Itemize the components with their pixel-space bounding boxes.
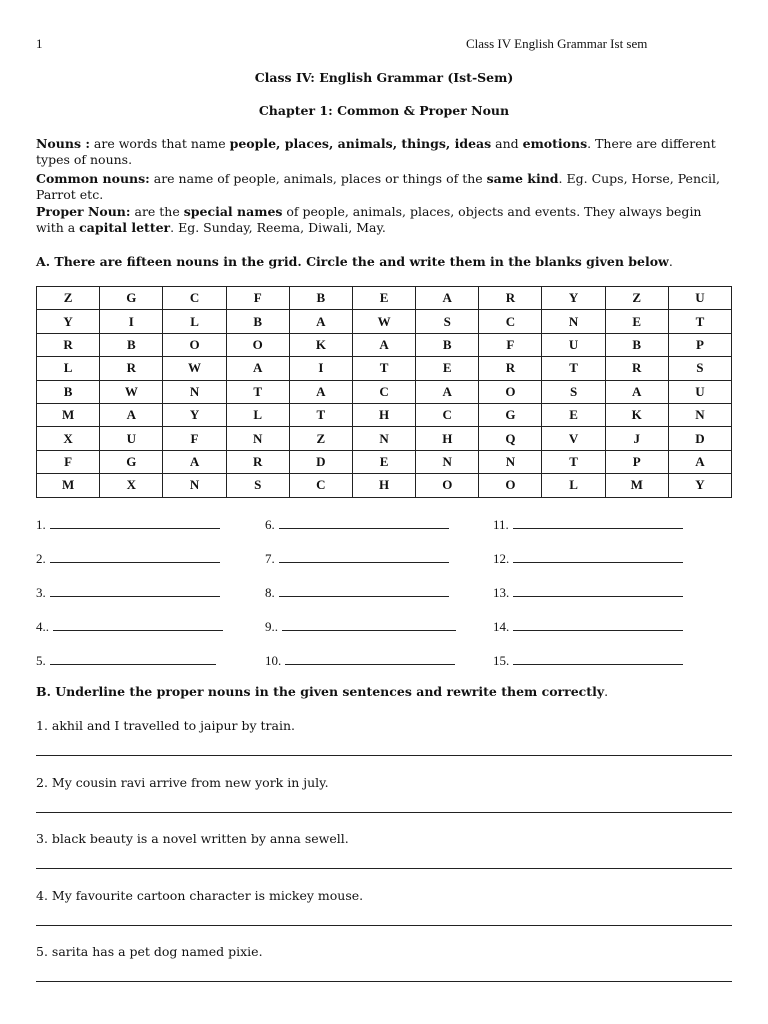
- section-b-period: .: [604, 684, 609, 699]
- document-title: Class IV: English Grammar (Ist-Sem): [254, 70, 514, 85]
- blank-line[interactable]: [282, 617, 456, 631]
- grid-cell: F: [479, 333, 542, 356]
- grid-cell: N: [416, 450, 479, 473]
- grid-cell: O: [479, 380, 542, 403]
- grid-cell: R: [605, 357, 668, 380]
- blank-line[interactable]: [513, 617, 683, 631]
- grid-cell: M: [37, 474, 100, 497]
- grid-cell: B: [605, 333, 668, 356]
- blank-number: 11.: [493, 517, 509, 532]
- answer-blank[interactable]: [36, 617, 223, 635]
- grid-cell: Y: [668, 474, 731, 497]
- grid-cell: G: [479, 403, 542, 426]
- answer-blank[interactable]: [36, 515, 220, 533]
- grid-cell: X: [37, 427, 100, 450]
- blank-number: 2.: [36, 551, 46, 566]
- grid-cell: A: [163, 450, 226, 473]
- blank-number: 12.: [493, 551, 510, 566]
- grid-cell: A: [289, 310, 352, 333]
- grid-cell: I: [100, 310, 163, 333]
- blank-line[interactable]: [53, 617, 223, 631]
- grid-row: [37, 427, 732, 450]
- grid-cell: G: [100, 450, 163, 473]
- grid-cell: E: [352, 450, 415, 473]
- grid-cell: W: [100, 380, 163, 403]
- blank-number: 4..: [36, 619, 49, 634]
- blank-number: 8.: [265, 585, 275, 600]
- grid-cell: H: [352, 403, 415, 426]
- grid-cell: A: [416, 380, 479, 403]
- grid-cell: Z: [605, 287, 668, 310]
- grid-row: [37, 310, 732, 333]
- grid-cell: R: [37, 333, 100, 356]
- grid-cell: A: [605, 380, 668, 403]
- grid-cell: L: [226, 403, 289, 426]
- grid-cell: B: [289, 287, 352, 310]
- grid-cell: P: [668, 333, 731, 356]
- blank-number: 14.: [493, 619, 510, 634]
- grid-cell: A: [668, 450, 731, 473]
- blank-number: 15.: [493, 653, 510, 668]
- grid-cell: L: [163, 310, 226, 333]
- grid-cell: I: [289, 357, 352, 380]
- sentence-item: 1. akhil and I travelled to jaipur by train.: [36, 718, 295, 733]
- grid-cell: H: [416, 427, 479, 450]
- sentence-item: 3. black beauty is a novel written by anna sewell.: [36, 831, 349, 846]
- grid-cell: E: [542, 403, 605, 426]
- grid-cell: T: [289, 403, 352, 426]
- grid-cell: W: [352, 310, 415, 333]
- grid-cell: C: [289, 474, 352, 497]
- grid-cell: E: [416, 357, 479, 380]
- grid-cell: B: [226, 310, 289, 333]
- blank-line[interactable]: [513, 583, 683, 597]
- answer-blank[interactable]: [265, 651, 455, 669]
- grid-cell: A: [100, 403, 163, 426]
- grid-cell: U: [100, 427, 163, 450]
- grid-row: [37, 403, 732, 426]
- nouns-text-2: and: [491, 136, 523, 151]
- grid-cell: A: [416, 287, 479, 310]
- answer-blank[interactable]: [265, 515, 449, 533]
- writing-line[interactable]: [36, 925, 732, 926]
- answer-blank[interactable]: [36, 583, 220, 601]
- nouns-text-3: . There are different types of nouns.: [36, 136, 716, 167]
- grid-cell: Y: [542, 287, 605, 310]
- common-label: Common nouns:: [36, 171, 150, 186]
- grid-row: [37, 287, 732, 310]
- answer-blank[interactable]: [36, 549, 220, 567]
- proper-text-3: . Eg. Sunday, Reema, Diwali, May.: [170, 220, 386, 235]
- grid-row: [37, 474, 732, 497]
- common-text-2: . Eg. Cups, Horse, Pencil, Parrot etc.: [36, 171, 720, 202]
- grid-cell: O: [163, 333, 226, 356]
- blank-line[interactable]: [279, 515, 449, 529]
- grid-cell: F: [163, 427, 226, 450]
- writing-line[interactable]: [36, 755, 732, 756]
- grid-cell: S: [668, 357, 731, 380]
- grid-cell: A: [352, 333, 415, 356]
- grid-cell: U: [668, 380, 731, 403]
- grid-cell: N: [668, 403, 731, 426]
- grid-cell: R: [479, 357, 542, 380]
- grid-cell: R: [100, 357, 163, 380]
- grid-cell: N: [163, 474, 226, 497]
- blank-number: 9..: [265, 619, 278, 634]
- blank-number: 6.: [265, 517, 275, 532]
- grid-cell: E: [605, 310, 668, 333]
- sentence-item: 5. sarita has a pet dog named pixie.: [36, 944, 263, 959]
- grid-row: [37, 357, 732, 380]
- answer-blank[interactable]: [265, 583, 449, 601]
- answer-blank[interactable]: [265, 617, 456, 635]
- section-b-text: B. Underline the proper nouns in the given sentences and rewrite them correctly: [36, 684, 605, 699]
- grid-cell: T: [668, 310, 731, 333]
- grid-cell: T: [542, 450, 605, 473]
- nouns-text-1: are words that name: [89, 136, 230, 151]
- blank-number: 10.: [265, 653, 282, 668]
- grid-cell: C: [352, 380, 415, 403]
- blank-number: 1.: [36, 517, 46, 532]
- sentence-item: 4. My favourite cartoon character is mickey mouse.: [36, 887, 364, 903]
- proper-noun-definition: [36, 204, 732, 236]
- blank-number: 7.: [265, 551, 275, 566]
- grid-cell: C: [416, 403, 479, 426]
- grid-cell: R: [226, 450, 289, 473]
- proper-text-1: are the: [130, 204, 184, 219]
- grid-cell: O: [479, 474, 542, 497]
- grid-cell: L: [37, 357, 100, 380]
- grid-cell: B: [416, 333, 479, 356]
- common-bold-1: same kind: [486, 171, 559, 186]
- blank-line[interactable]: [50, 651, 216, 665]
- grid-cell: X: [100, 474, 163, 497]
- grid-cell: Y: [37, 310, 100, 333]
- answer-blank[interactable]: [493, 549, 683, 567]
- chapter-title: Chapter 1: Common & Proper Noun: [258, 103, 510, 118]
- grid-cell: F: [37, 450, 100, 473]
- grid-cell: M: [37, 403, 100, 426]
- grid-row: [37, 380, 732, 403]
- answer-blank[interactable]: [493, 583, 683, 601]
- grid-cell: N: [352, 427, 415, 450]
- section-a-period: .: [668, 254, 673, 269]
- section-b-instruction: [36, 684, 732, 700]
- grid-cell: L: [542, 474, 605, 497]
- grid-cell: T: [226, 380, 289, 403]
- grid-cell: S: [542, 380, 605, 403]
- blank-line[interactable]: [50, 515, 220, 529]
- blank-line[interactable]: [285, 651, 455, 665]
- grid-cell: Y: [163, 403, 226, 426]
- writing-line[interactable]: [36, 981, 732, 982]
- grid-cell: D: [289, 450, 352, 473]
- grid-cell: O: [416, 474, 479, 497]
- nouns-label: Nouns :: [36, 136, 90, 151]
- grid-cell: B: [37, 380, 100, 403]
- common-text-1: are name of people, animals, places or things of the: [149, 171, 487, 186]
- grid-cell: V: [542, 427, 605, 450]
- grid-cell: S: [416, 310, 479, 333]
- page-number: 1: [36, 36, 43, 51]
- nouns-bold-1: people, places, animals, things, ideas: [229, 136, 492, 151]
- grid-cell: F: [226, 287, 289, 310]
- blank-number: 3.: [36, 585, 46, 600]
- blank-number: 13.: [493, 585, 510, 600]
- proper-label: Proper Noun:: [36, 204, 131, 219]
- answer-blank[interactable]: [493, 515, 683, 533]
- grid-cell: N: [479, 450, 542, 473]
- blank-line[interactable]: [50, 549, 220, 563]
- grid-cell: W: [163, 357, 226, 380]
- proper-bold-1: special names: [183, 204, 283, 219]
- blank-line[interactable]: [513, 549, 683, 563]
- grid-cell: K: [289, 333, 352, 356]
- grid-cell: Z: [37, 287, 100, 310]
- grid-cell: C: [163, 287, 226, 310]
- grid-cell: C: [479, 310, 542, 333]
- sentence-item: 2. My cousin ravi arrive from new york in july.: [36, 774, 329, 790]
- answer-blank[interactable]: [493, 617, 683, 635]
- grid-cell: G: [100, 287, 163, 310]
- grid-cell: A: [226, 357, 289, 380]
- grid-cell: U: [668, 287, 731, 310]
- blank-line[interactable]: [50, 583, 220, 597]
- running-title: Class IV English Grammar Ist sem: [466, 36, 648, 51]
- grid-cell: O: [226, 333, 289, 356]
- grid-cell: J: [605, 427, 668, 450]
- grid-cell: M: [605, 474, 668, 497]
- grid-cell: B: [100, 333, 163, 356]
- grid-cell: T: [542, 357, 605, 380]
- section-a-instruction: [36, 254, 732, 270]
- answer-blank[interactable]: [265, 549, 449, 567]
- blank-number: 5.: [36, 653, 46, 668]
- grid-cell: H: [352, 474, 415, 497]
- blank-line[interactable]: [279, 549, 449, 563]
- common-noun-definition: [36, 171, 732, 203]
- nouns-bold-2: emotions: [522, 136, 588, 151]
- grid-cell: S: [226, 474, 289, 497]
- writing-line[interactable]: [36, 868, 732, 869]
- grid-cell: N: [542, 310, 605, 333]
- grid-cell: D: [668, 427, 731, 450]
- blank-line[interactable]: [513, 651, 683, 665]
- proper-text-2: of people, animals, places, objects and events. They always begin with a: [36, 204, 702, 235]
- grid-cell: E: [352, 287, 415, 310]
- grid-cell: T: [352, 357, 415, 380]
- blank-line[interactable]: [513, 515, 683, 529]
- grid-cell: N: [226, 427, 289, 450]
- grid-row: [37, 450, 732, 473]
- answer-blank[interactable]: [493, 651, 683, 669]
- answer-blank[interactable]: [36, 651, 216, 669]
- grid-cell: Z: [289, 427, 352, 450]
- nouns-definition: [36, 136, 732, 168]
- grid-cell: K: [605, 403, 668, 426]
- grid-cell: A: [289, 380, 352, 403]
- grid-cell: P: [605, 450, 668, 473]
- writing-line[interactable]: [36, 812, 732, 813]
- grid-row: [37, 333, 732, 356]
- word-search-grid: [36, 286, 732, 498]
- grid-cell: U: [542, 333, 605, 356]
- grid-cell: R: [479, 287, 542, 310]
- grid-cell: N: [163, 380, 226, 403]
- grid-cell: Q: [479, 427, 542, 450]
- blank-line[interactable]: [279, 583, 449, 597]
- section-a-text: A. There are fifteen nouns in the grid. Circle the and write them in the blanks given below: [36, 254, 669, 269]
- proper-bold-2: capital letter: [79, 220, 171, 235]
